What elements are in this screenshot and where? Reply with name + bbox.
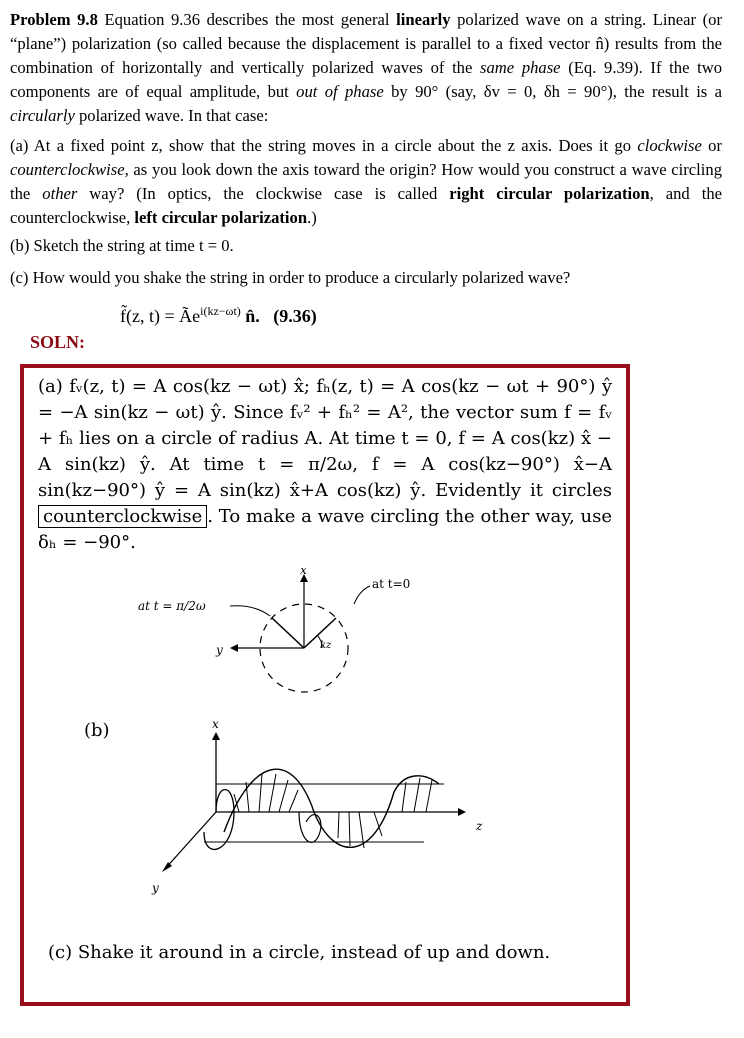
intro-text-2: polarized wave on a string. Linear (or “plane”) polarization (so called because the displacement is parallel to a fixed vector n̂) results from the combination of horizontally and vertically polarized waves of the [10,10,722,77]
z-label-3d: z [476,819,483,833]
solution-a-text: (a) fᵥ(z, t) = A cos(kz − ωt) x̂; fₕ(z, t) = A cos(kz − ωt + 90°) ŷ = −A sin(kz − ωt) ŷ. Since fᵥ² + fₕ² = A², the vector sum f = fᵥ + fₕ lies on a circle of radius A. At time t = 0, f = A cos(kz) x̂ − A sin(kz) ŷ. At time t = π/2ω, f = A cos(kz−90°) x̂−A sin(kz−90°) ŷ = A sin(kz) x̂+A cos(kz) ŷ. Evidently it circles [38,376,612,501]
hatch [359,812,364,848]
part-a [10,134,722,230]
equation-exponent: i(kz−ωt) [200,304,241,318]
same-phase: same phase [480,58,561,77]
helix-diagram [124,712,504,902]
hatch [349,812,350,846]
circle-diagram [124,568,444,718]
hatch [289,790,298,812]
hatch [279,780,288,812]
part-a-text-6: .) [307,208,317,227]
x-arrow-3d [212,732,220,740]
out-of-phase: out of phase [296,82,384,101]
equation-main: f̃(z, t) = Ãe [120,306,201,326]
intro-text-1: Equation 9.36 describes the most general [97,10,397,29]
other: other [42,184,78,203]
circularly: circularly [10,106,75,125]
part-b: (b) Sketch the string at time t = 0. [10,236,234,255]
solution-a-end: . To make a wave circling the other way, use δₕ = −90°. [38,506,612,553]
equation-number: (9.36) [273,306,317,326]
right-circular: right circular polarization [449,184,650,203]
equation-tail: n̂. [240,306,260,326]
z-arrow-3d [458,808,466,816]
hatch [338,812,339,838]
solution-part-a [38,374,612,556]
t0-pointer [354,586,370,604]
intro-bold: linearly [396,10,451,29]
y-axis-3d [164,812,216,870]
soln-label: SOLN: [30,332,86,352]
problem-title: Problem 9.8 [10,10,98,29]
hatch [402,782,406,812]
hatch [426,780,432,812]
intro-text-3: (Eq. 9.39). If the two components are of equal amplitude, but [10,58,723,101]
x-label-3d: x [212,717,219,731]
part-b-label: (b) [84,720,110,741]
part-c: (c) How would you shake the string in order to produce a circularly polarized wave? [10,268,571,287]
y-axis-arrow [230,644,238,652]
x-label: x [300,568,307,577]
solution-frame [20,364,630,1006]
y-label-3d: y [152,881,159,895]
part-a-text-5: , and the counterclockwise, [10,184,722,227]
t-pi-label: at t = π/2ω [138,599,206,613]
mid-circle [299,812,321,842]
t0-label: at t=0 [372,577,411,591]
counterclockwise: counterclockwise [10,160,125,179]
part-a-text-3: , as you look down the axis toward the origin? How would you construct a wave circling the [10,160,722,203]
problem-statement [10,8,722,128]
t-pi-pointer [230,606,270,616]
hatch [414,778,420,812]
solution-part-c: (c) Shake it around in a circle, instead of up and down. [48,942,551,963]
equation [120,304,317,327]
part-a-text-1: (a) At a fixed point z, show that the string moves in a circle about the z axis. Does it go [10,136,638,155]
left-circular: left circular polarization [134,208,308,227]
helix-curve [224,769,439,847]
part-a-text-2: or [701,136,722,155]
hatch [269,774,276,812]
clockwise: clockwise [637,136,702,155]
intro-text-4: by 90° (say, δ [383,82,492,101]
kz-label: kz [320,640,332,651]
part-a-text-4: way? (In optics, the clockwise case is called [77,184,450,203]
boxed-answer: counterclockwise [38,505,207,528]
intro-text-5: v = 0, δh = 90°), the result is a [491,82,723,101]
vector-t-pi [272,618,304,648]
hatch [234,794,239,812]
hatch [259,774,262,812]
intro-text-6: polarized wave. In that case: [74,106,269,125]
y-label: y [216,643,223,657]
